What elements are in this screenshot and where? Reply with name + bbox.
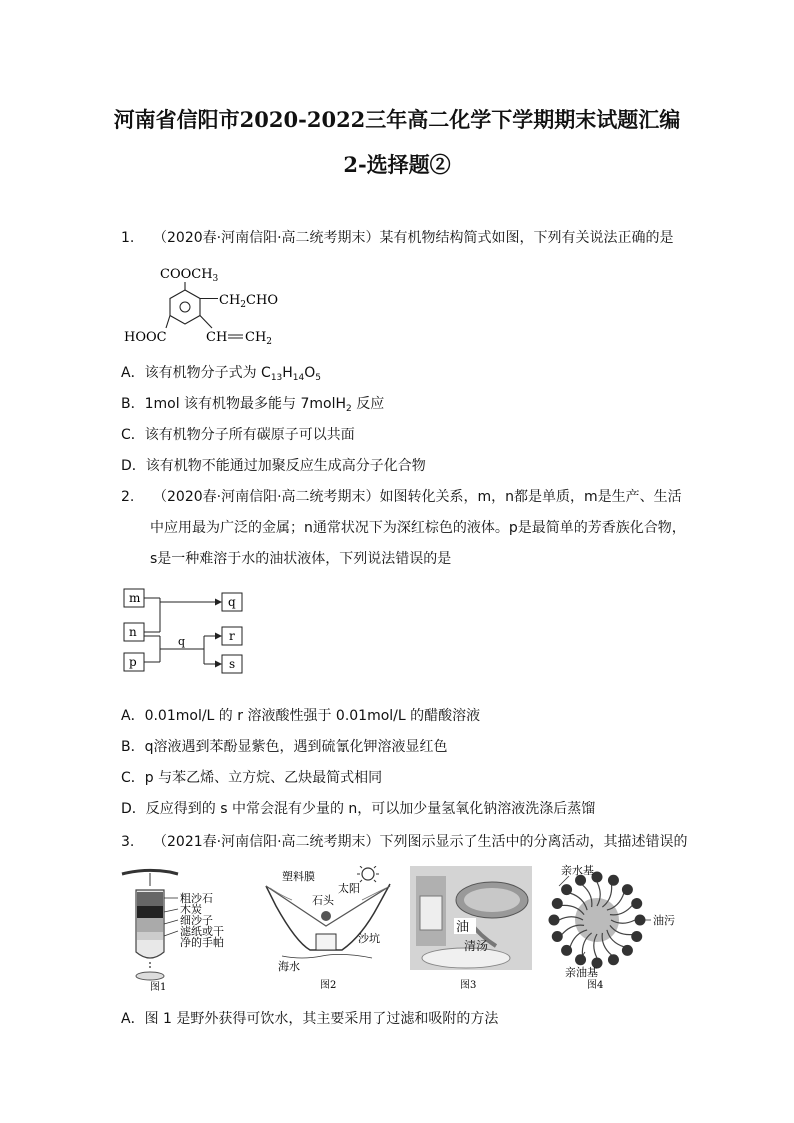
option-d: D．该有机物不能通过加聚反应生成高分子化合物 [121,458,426,474]
figure-1-water-filter [120,864,250,992]
hydrophilic-head [552,931,563,942]
substituent-ch-ch2: CH [206,330,228,345]
svg-text:石头: 石头 [312,894,334,907]
svg-text:q: q [228,595,236,609]
cup-shape [316,934,336,950]
svg-text:塑料膜: 塑料膜 [282,870,315,883]
gravel-layer [137,892,163,906]
question-1-stem [121,229,674,247]
hydrophilic-head [608,875,619,886]
question-text: （2020春·河南信阳·高二统考期末）如图转化关系，m，n都是单质，m是生产、生活 [153,489,682,505]
svg-text:海水: 海水 [278,960,300,973]
hydrophilic-head [622,945,633,956]
charcoal-layer [137,906,163,918]
question-text: （2020春·河南信阳·高二统考期末）某有机物结构简式如图，下列有关说法正确的是 [153,230,674,246]
question-2-stem-line3: s是一种难溶于水的油状液体，下列说法错误的是 [150,551,452,567]
option-a: A．图 1 是野外获得可饮水，其主要采用了过滤和吸附的方法 [121,1011,499,1027]
hydrophilic-head [631,898,642,909]
option-d: D．反应得到的 s 中常会混有少量的 n，可以加少量氢氧化钠溶液洗涤后蒸馏 [121,801,596,817]
svg-text:亲水基: 亲水基 [561,864,594,877]
figure-4-micelle [537,864,687,992]
svg-text:n: n [129,625,137,639]
figure-caption: 图4 [587,980,604,991]
substituent-hooc: HOOC [124,330,167,345]
svg-text:沙坑: 沙坑 [358,932,380,945]
hydrophilic-head [549,915,560,926]
svg-text:粗沙石: 粗沙石 [180,892,213,905]
figure-caption: 图2 [320,980,337,991]
svg-text:CH2: $CH_2$ [245,330,273,347]
document-title-line1: 河南省信阳市2020-2022三年高二化学下学期期末试题汇编 [113,107,681,132]
sand-layer [137,918,163,932]
svg-text:油: 油 [456,920,470,935]
question-number: 3. [121,834,135,850]
option-a: A．该有机物分子式为 $C_{13}H_{14}O_5$ [121,365,322,383]
option-a: A．0.01mol/L 的 r 溶液酸性强于 0.01mol/L 的醋酸溶液 [121,708,481,724]
stone-shape [321,911,331,921]
substituent-ch2cho: $CH_2CHO$ [219,293,278,310]
svg-text:清汤: 清汤 [464,939,489,953]
structure-formula-figure [120,258,300,350]
option-c: C．该有机物分子所有碳原子可以共面 [121,427,355,443]
figure-2-solar-still [262,866,402,992]
conversion-diagram [120,585,250,680]
hydrophilic-head [608,954,619,965]
svg-text:细沙子: 细沙子 [180,914,213,927]
hydrophilic-head [622,884,633,895]
hydrophilic-head [552,898,563,909]
svg-text:r: r [229,629,235,643]
figure-3-oil-separation [410,866,532,992]
figure-caption: 图3 [460,980,477,991]
hydrophilic-head [631,931,642,942]
benzene-ring-shape [170,290,200,324]
svg-text:滤纸或干: 滤纸或干 [180,925,224,938]
question-2-stem [121,488,682,506]
figure-caption: 图1 [150,982,167,992]
svg-text:净的手帕: 净的手帕 [180,936,224,949]
hydrophilic-head [561,884,572,895]
svg-text:s: s [229,657,236,671]
question-number: 1. [121,230,135,246]
substituent-cooch3: $COOCH_3$ [160,267,219,284]
question-text: （2021春·河南信阳·高二统考期末）下列图示显示了生活中的分离活动，其描述错误的 [153,834,688,850]
catalyst-label: q [178,635,186,648]
question-number: 2. [121,489,135,505]
svg-text:油污: 油污 [653,914,675,927]
document-title-line2: 2-选择题② [343,152,451,177]
sun-icon [362,868,374,880]
svg-text:太阳: 太阳 [338,882,360,895]
hydrophilic-head [575,954,586,965]
question-2-stem-line2: 中应用最为广泛的金属；n通常状况下为深红棕色的液体。p是最简单的芳香族化合物， [150,520,686,536]
svg-text:m: m [129,591,141,605]
svg-text:木炭: 木炭 [180,903,202,916]
svg-text:p: p [129,655,137,669]
question-3-stem [121,833,688,851]
option-b: B．q溶液遇到苯酚显紫色，遇到硫氰化钾溶液显红色 [121,739,448,755]
option-b: B．1mol 该有机物最多能与 7molH$_2$ 反应 [121,396,385,414]
option-c: C．p 与苯乙烯、立方烷、乙炔最简式相同 [121,770,383,786]
hydrophilic-head [561,945,572,956]
svg-text:亲油基: 亲油基 [565,966,598,979]
